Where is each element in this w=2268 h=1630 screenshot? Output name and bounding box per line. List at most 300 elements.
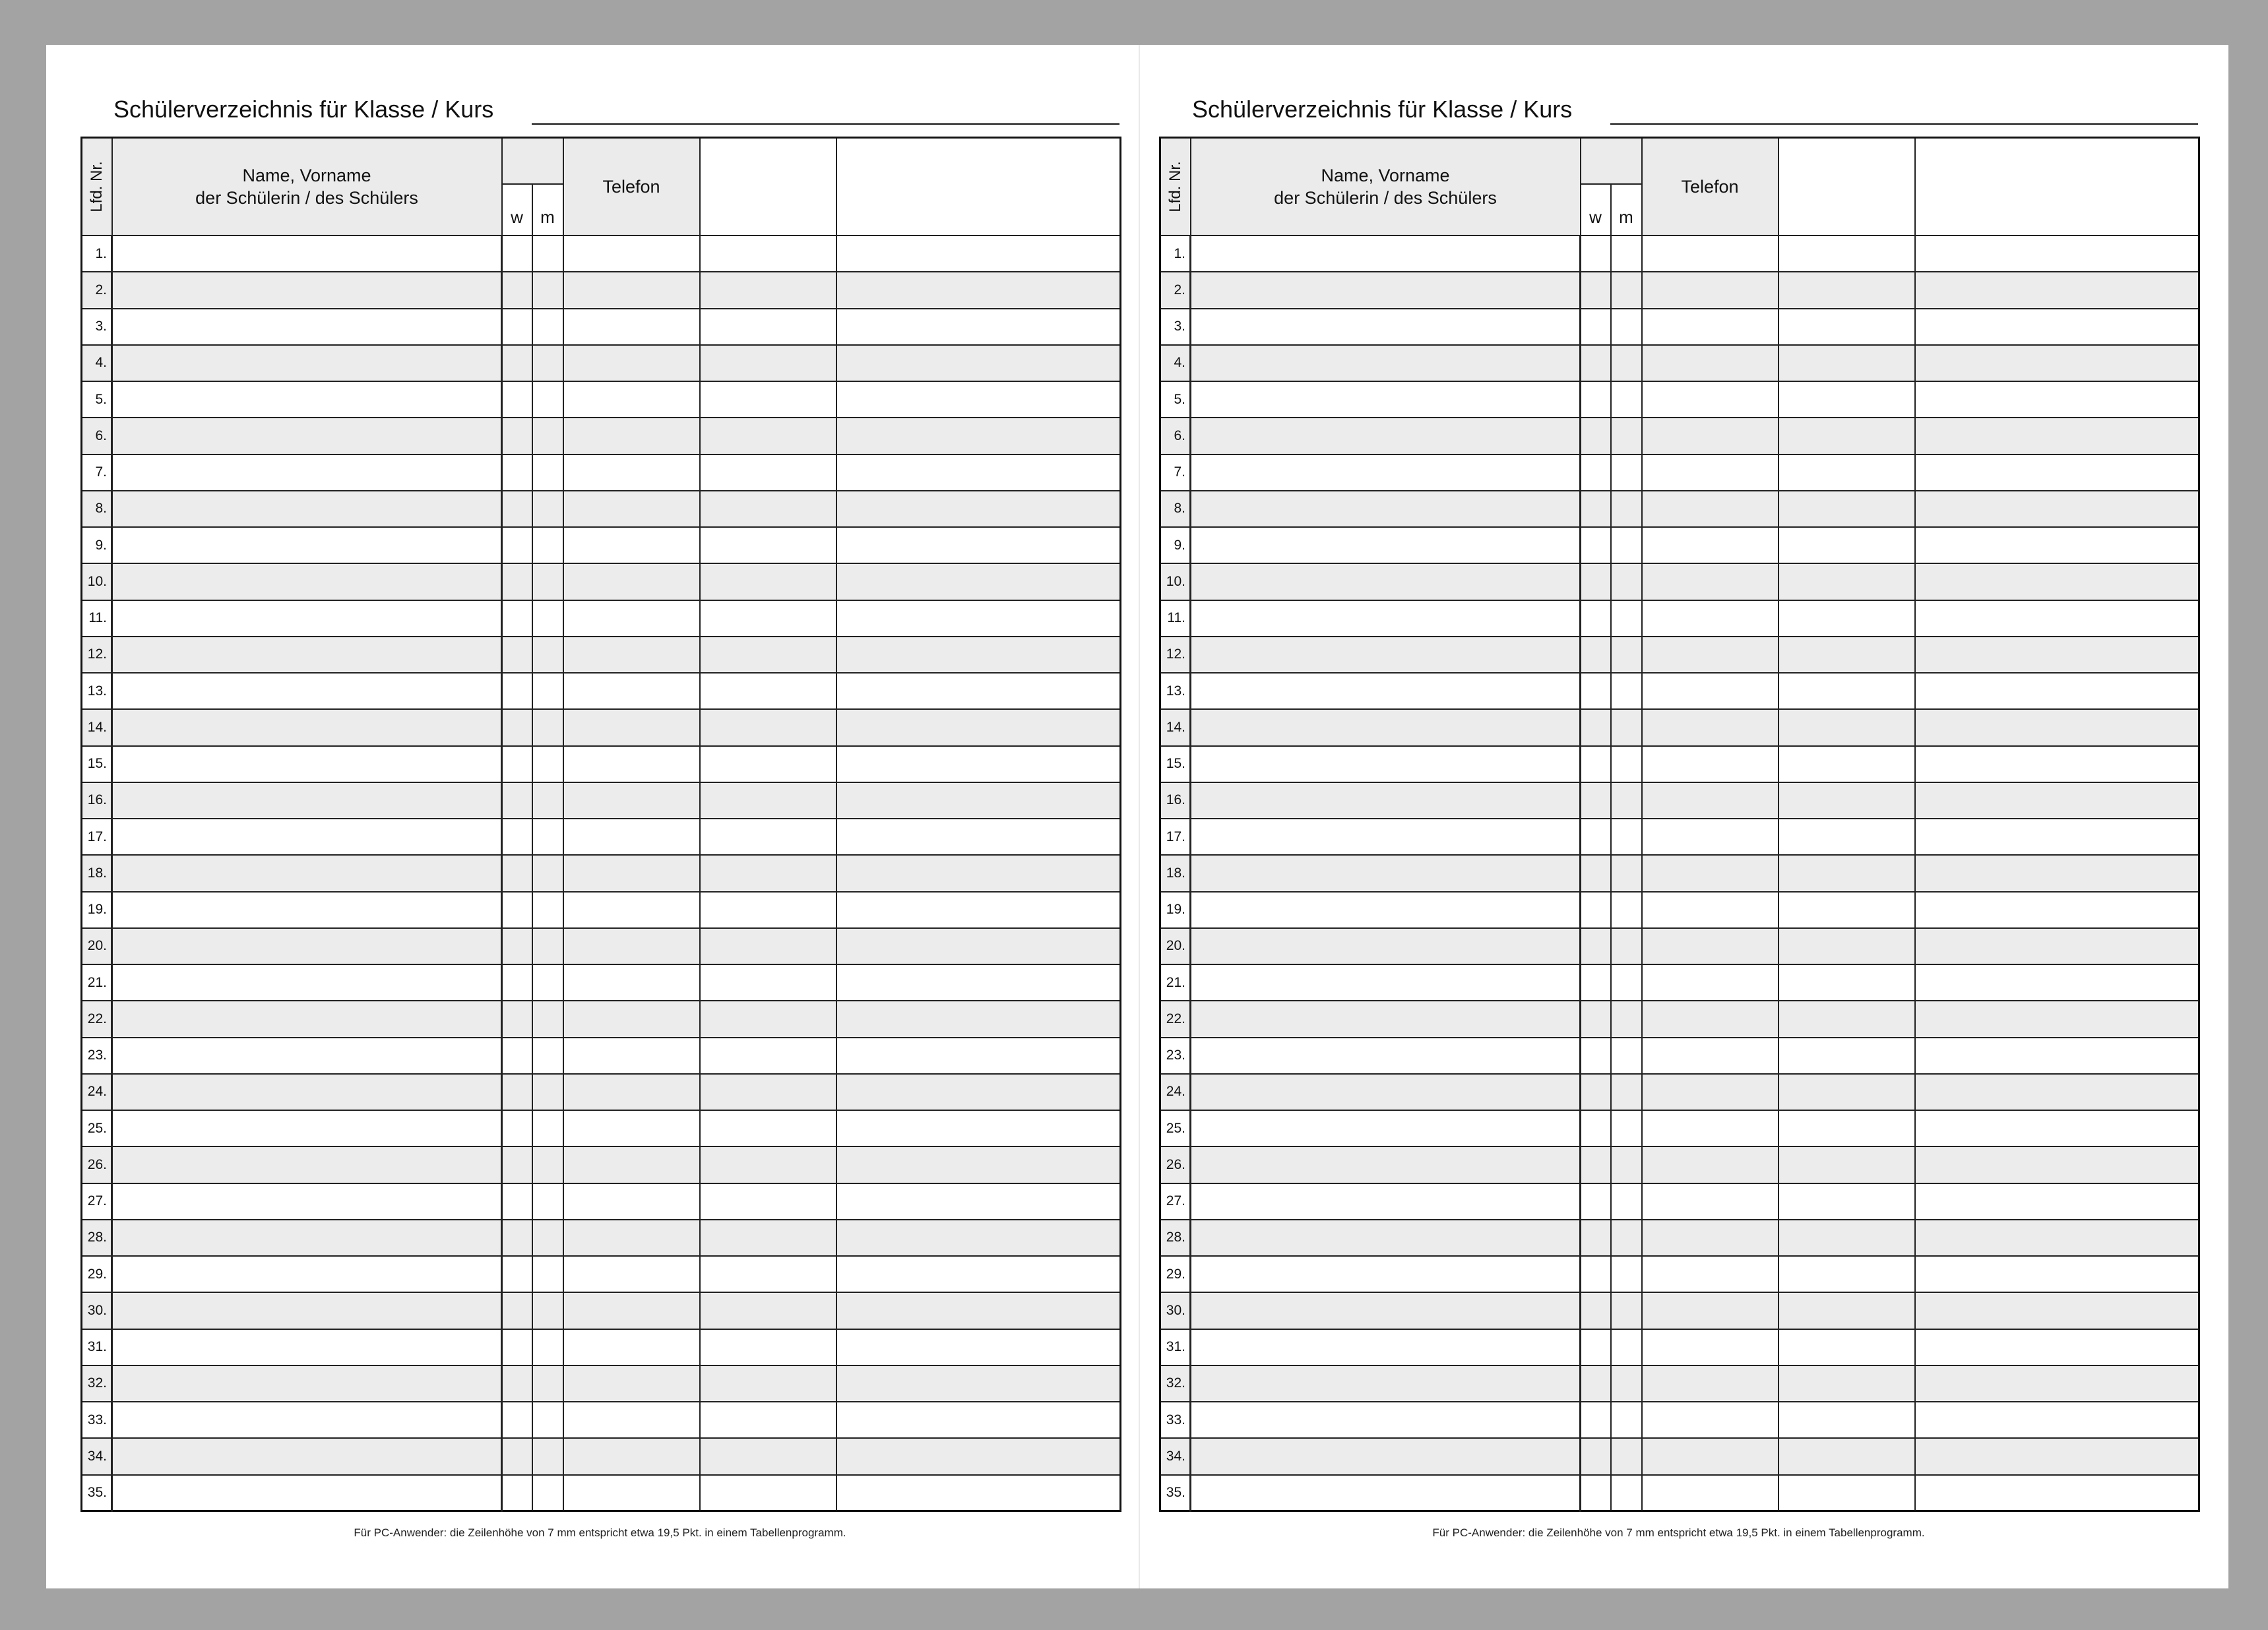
extra-2-cell <box>1915 491 2199 527</box>
table-row <box>1160 345 2199 381</box>
extra-2-cell <box>1915 1329 2199 1365</box>
row-number: 23. <box>1160 1038 1191 1074</box>
w-cell <box>502 746 532 782</box>
w-cell <box>502 418 532 454</box>
extra-2-cell <box>1915 272 2199 308</box>
row-number: 29. <box>1160 1256 1191 1292</box>
header-lfd-nr <box>82 138 112 236</box>
table-row <box>1160 673 2199 709</box>
table-row <box>82 1438 1121 1474</box>
table-row <box>1160 563 2199 600</box>
name-cell <box>1191 709 1581 745</box>
w-cell <box>502 1001 532 1037</box>
extra-1-cell <box>1779 1110 1915 1146</box>
m-cell <box>1611 600 1642 637</box>
telefon-cell <box>1642 964 1779 1001</box>
telefon-cell <box>1642 235 1779 272</box>
m-cell <box>532 1183 563 1220</box>
row-number: 1. <box>1160 235 1191 272</box>
name-cell <box>112 673 502 709</box>
row-number: 25. <box>1160 1110 1191 1146</box>
m-cell <box>1611 272 1642 308</box>
row-number: 34. <box>82 1438 112 1474</box>
table-row <box>1160 1110 2199 1146</box>
telefon-cell <box>563 855 700 891</box>
row-number: 20. <box>1160 928 1191 964</box>
name-cell <box>1191 1365 1581 1402</box>
row-number: 20. <box>82 928 112 964</box>
name-cell <box>112 418 502 454</box>
m-cell <box>1611 1220 1642 1256</box>
name-cell <box>112 381 502 418</box>
header-name-line1: Name, Vorname <box>1321 166 1450 185</box>
name-cell <box>112 892 502 928</box>
m-cell <box>1611 1001 1642 1037</box>
extra-2-cell <box>1915 892 2199 928</box>
extra-2-cell <box>1915 1402 2199 1438</box>
name-cell <box>112 235 502 272</box>
telefon-cell <box>563 1475 700 1511</box>
m-cell <box>532 1365 563 1402</box>
row-number: 18. <box>1160 855 1191 891</box>
table-row <box>1160 1292 2199 1329</box>
extra-2-cell <box>1915 637 2199 673</box>
table-row <box>82 1001 1121 1037</box>
extra-1-cell <box>700 1438 836 1474</box>
w-cell <box>1581 1001 1611 1037</box>
w-cell <box>502 272 532 308</box>
extra-1-cell <box>700 928 836 964</box>
extra-2-cell <box>836 782 1121 819</box>
w-cell <box>502 1365 532 1402</box>
name-cell <box>112 1183 502 1220</box>
m-cell <box>1611 1183 1642 1220</box>
extra-2-cell <box>1915 600 2199 637</box>
telefon-cell <box>563 1292 700 1329</box>
w-cell <box>1581 235 1611 272</box>
row-number: 21. <box>1160 964 1191 1001</box>
telefon-cell <box>563 1438 700 1474</box>
w-cell <box>1581 1183 1611 1220</box>
w-cell <box>1581 1292 1611 1329</box>
m-cell <box>1611 1110 1642 1146</box>
extra-1-cell <box>1779 782 1915 819</box>
row-number: 35. <box>1160 1475 1191 1511</box>
m-cell <box>532 345 563 381</box>
m-cell <box>1611 637 1642 673</box>
table-row <box>1160 709 2199 745</box>
table-row <box>82 1074 1121 1110</box>
extra-1-cell <box>700 1365 836 1402</box>
name-cell <box>1191 892 1581 928</box>
extra-1-cell <box>1779 964 1915 1001</box>
table-row <box>1160 527 2199 563</box>
m-cell <box>532 491 563 527</box>
telefon-cell <box>1642 455 1779 491</box>
telefon-cell <box>563 1001 700 1037</box>
table-row <box>1160 1220 2199 1256</box>
w-cell <box>502 491 532 527</box>
extra-2-cell <box>1915 928 2199 964</box>
row-number: 32. <box>82 1365 112 1402</box>
telefon-cell <box>1642 1146 1779 1183</box>
table-row <box>1160 600 2199 637</box>
table-row <box>1160 455 2199 491</box>
extra-1-cell <box>1779 381 1915 418</box>
table-row <box>1160 272 2199 308</box>
row-number: 28. <box>1160 1220 1191 1256</box>
telefon-cell <box>1642 1183 1779 1220</box>
row-number: 10. <box>1160 563 1191 600</box>
telefon-cell <box>563 600 700 637</box>
extra-1-cell <box>1779 600 1915 637</box>
row-number: 12. <box>1160 637 1191 673</box>
w-cell <box>1581 1220 1611 1256</box>
m-cell <box>1611 1256 1642 1292</box>
extra-1-cell <box>700 272 836 308</box>
telefon-cell <box>1642 1365 1779 1402</box>
table-row <box>1160 1475 2199 1511</box>
header-w: w <box>502 184 532 235</box>
extra-1-cell <box>1779 1256 1915 1292</box>
extra-2-cell <box>1915 782 2199 819</box>
extra-2-cell <box>1915 235 2199 272</box>
extra-1-cell <box>700 637 836 673</box>
m-cell <box>532 1329 563 1365</box>
w-cell <box>502 1074 532 1110</box>
m-cell <box>532 1038 563 1074</box>
extra-2-cell <box>836 563 1121 600</box>
extra-1-cell <box>700 345 836 381</box>
w-cell <box>502 782 532 819</box>
telefon-cell <box>563 1256 700 1292</box>
extra-2-cell <box>1915 345 2199 381</box>
telefon-cell <box>563 345 700 381</box>
extra-2-cell <box>1915 1438 2199 1474</box>
name-cell <box>112 1220 502 1256</box>
extra-2-cell <box>836 1110 1121 1146</box>
m-cell <box>1611 1365 1642 1402</box>
row-number: 24. <box>82 1074 112 1110</box>
m-cell <box>1611 1146 1642 1183</box>
telefon-cell <box>563 1038 700 1074</box>
row-number: 13. <box>1160 673 1191 709</box>
extra-1-cell <box>1779 345 1915 381</box>
extra-1-cell <box>1779 855 1915 891</box>
extra-1-cell <box>1779 1329 1915 1365</box>
table-row <box>82 491 1121 527</box>
extra-2-cell <box>836 527 1121 563</box>
w-cell <box>502 600 532 637</box>
extra-1-cell <box>1779 928 1915 964</box>
name-cell <box>112 637 502 673</box>
telefon-cell <box>1642 892 1779 928</box>
w-cell <box>502 1183 532 1220</box>
extra-2-cell <box>836 964 1121 1001</box>
telefon-cell <box>1642 381 1779 418</box>
telefon-cell <box>1642 782 1779 819</box>
m-cell <box>1611 1475 1642 1511</box>
table-row <box>1160 855 2199 891</box>
w-cell <box>502 455 532 491</box>
m-cell <box>532 673 563 709</box>
telefon-cell <box>563 272 700 308</box>
w-cell <box>1581 782 1611 819</box>
w-cell <box>502 1110 532 1146</box>
table-row <box>1160 637 2199 673</box>
table-row <box>1160 746 2199 782</box>
m-cell <box>532 1256 563 1292</box>
page-right <box>1159 45 2215 1588</box>
name-cell <box>112 1475 502 1511</box>
m-cell <box>1611 1074 1642 1110</box>
w-cell <box>502 235 532 272</box>
name-cell <box>1191 928 1581 964</box>
extra-2-cell <box>1915 709 2199 745</box>
row-number: 8. <box>82 491 112 527</box>
name-cell <box>112 1365 502 1402</box>
w-cell <box>1581 491 1611 527</box>
w-cell <box>1581 855 1611 891</box>
w-cell <box>502 928 532 964</box>
table-row <box>82 345 1121 381</box>
header-m: m <box>1611 184 1642 235</box>
telefon-cell <box>1642 1110 1779 1146</box>
row-number: 22. <box>82 1001 112 1037</box>
row-number: 7. <box>82 455 112 491</box>
m-cell <box>532 1146 563 1183</box>
extra-2-cell <box>836 600 1121 637</box>
extra-1-cell <box>1779 1475 1915 1511</box>
name-cell <box>1191 455 1581 491</box>
telefon-cell <box>1642 1220 1779 1256</box>
extra-1-cell <box>1779 1146 1915 1183</box>
table-row <box>82 928 1121 964</box>
extra-2-cell <box>1915 855 2199 891</box>
row-number: 6. <box>82 418 112 454</box>
telefon-cell <box>1642 673 1779 709</box>
extra-2-cell <box>836 1438 1121 1474</box>
name-cell <box>1191 1146 1581 1183</box>
m-cell <box>1611 563 1642 600</box>
telefon-cell <box>1642 637 1779 673</box>
table-row <box>1160 1038 2199 1074</box>
w-cell <box>502 1146 532 1183</box>
telefon-cell <box>1642 709 1779 745</box>
w-cell <box>1581 964 1611 1001</box>
extra-2-cell <box>1915 1292 2199 1329</box>
table-row <box>1160 491 2199 527</box>
telefon-cell <box>563 1329 700 1365</box>
telefon-cell <box>1642 1329 1779 1365</box>
m-cell <box>532 455 563 491</box>
name-cell <box>1191 1256 1581 1292</box>
w-cell <box>502 345 532 381</box>
m-cell <box>532 1402 563 1438</box>
table-row <box>82 819 1121 855</box>
m-cell <box>1611 746 1642 782</box>
w-cell <box>1581 1402 1611 1438</box>
extra-1-cell <box>1779 1402 1915 1438</box>
extra-2-cell <box>836 418 1121 454</box>
name-cell <box>112 1038 502 1074</box>
table-row <box>1160 1438 2199 1474</box>
row-number: 33. <box>1160 1402 1191 1438</box>
w-cell <box>502 709 532 745</box>
table-row <box>1160 1001 2199 1037</box>
table-row <box>1160 1365 2199 1402</box>
extra-2-cell <box>1915 563 2199 600</box>
name-cell <box>1191 381 1581 418</box>
m-cell <box>532 1074 563 1110</box>
name-cell <box>1191 600 1581 637</box>
name-cell <box>1191 964 1581 1001</box>
extra-1-cell <box>1779 1183 1915 1220</box>
row-number: 27. <box>1160 1183 1191 1220</box>
table-row <box>1160 819 2199 855</box>
extra-1-cell <box>700 819 836 855</box>
extra-1-cell <box>700 455 836 491</box>
telefon-cell <box>1642 1001 1779 1037</box>
extra-1-cell <box>700 709 836 745</box>
row-number: 19. <box>82 892 112 928</box>
w-cell <box>1581 309 1611 345</box>
name-cell <box>112 455 502 491</box>
student-roster-table <box>1159 137 2200 1512</box>
row-number: 14. <box>82 709 112 745</box>
telefon-cell <box>563 782 700 819</box>
row-number: 24. <box>1160 1074 1191 1110</box>
name-cell <box>1191 1292 1581 1329</box>
table-row <box>82 782 1121 819</box>
telefon-cell <box>1642 1475 1779 1511</box>
name-cell <box>112 272 502 308</box>
telefon-cell <box>1642 1256 1779 1292</box>
name-cell <box>1191 235 1581 272</box>
w-cell <box>1581 673 1611 709</box>
telefon-cell <box>1642 527 1779 563</box>
extra-1-cell <box>700 381 836 418</box>
table-row <box>82 1038 1121 1074</box>
name-cell <box>1191 819 1581 855</box>
row-number: 21. <box>82 964 112 1001</box>
m-cell <box>1611 235 1642 272</box>
name-cell <box>1191 1475 1581 1511</box>
extra-2-cell <box>836 709 1121 745</box>
header-extra-1 <box>700 138 836 236</box>
name-cell <box>1191 491 1581 527</box>
extra-2-cell <box>836 1256 1121 1292</box>
name-cell <box>1191 1001 1581 1037</box>
name-cell <box>112 1256 502 1292</box>
telefon-cell <box>563 418 700 454</box>
m-cell <box>1611 855 1642 891</box>
extra-2-cell <box>836 928 1121 964</box>
w-cell <box>502 309 532 345</box>
telefon-cell <box>1642 1438 1779 1474</box>
m-cell <box>1611 1038 1642 1074</box>
extra-2-cell <box>1915 819 2199 855</box>
row-number: 16. <box>1160 782 1191 819</box>
extra-2-cell <box>1915 1038 2199 1074</box>
m-cell <box>1611 1292 1642 1329</box>
extra-2-cell <box>1915 1475 2199 1511</box>
extra-1-cell <box>700 746 836 782</box>
extra-1-cell <box>1779 235 1915 272</box>
m-cell <box>1611 527 1642 563</box>
roster-body <box>1160 235 2199 1511</box>
m-cell <box>532 418 563 454</box>
row-number: 26. <box>1160 1146 1191 1183</box>
telefon-cell <box>563 235 700 272</box>
w-cell <box>502 855 532 891</box>
name-cell <box>112 1110 502 1146</box>
row-number: 31. <box>1160 1329 1191 1365</box>
extra-1-cell <box>700 1475 836 1511</box>
m-cell <box>532 819 563 855</box>
header-extra-2 <box>1915 138 2199 236</box>
m-cell <box>532 1292 563 1329</box>
name-cell <box>112 928 502 964</box>
telefon-cell <box>563 1074 700 1110</box>
title-row <box>80 94 1119 133</box>
w-cell <box>502 1292 532 1329</box>
extra-2-cell <box>836 1038 1121 1074</box>
extra-1-cell <box>1779 418 1915 454</box>
name-cell <box>112 1074 502 1110</box>
extra-2-cell <box>1915 746 2199 782</box>
telefon-cell <box>1642 600 1779 637</box>
extra-2-cell <box>836 673 1121 709</box>
m-cell <box>532 527 563 563</box>
extra-1-cell <box>1779 309 1915 345</box>
m-cell <box>532 1110 563 1146</box>
header-name-line1: Name, Vorname <box>242 166 371 185</box>
w-cell <box>502 1438 532 1474</box>
table-row <box>1160 381 2199 418</box>
row-number: 33. <box>82 1402 112 1438</box>
page-title: Schülerverzeichnis für Klasse / Kurs <box>1192 96 1573 123</box>
w-cell <box>502 381 532 418</box>
table-row <box>1160 418 2199 454</box>
extra-2-cell <box>836 1001 1121 1037</box>
m-cell <box>1611 782 1642 819</box>
m-cell <box>532 235 563 272</box>
telefon-cell <box>563 1220 700 1256</box>
table-row <box>82 309 1121 345</box>
w-cell <box>502 563 532 600</box>
table-row <box>82 1220 1121 1256</box>
extra-1-cell <box>1779 709 1915 745</box>
table-row <box>82 892 1121 928</box>
row-number: 30. <box>1160 1292 1191 1329</box>
w-cell <box>502 1402 532 1438</box>
table-row <box>82 1329 1121 1365</box>
name-cell <box>112 1402 502 1438</box>
table-row <box>82 709 1121 745</box>
row-number: 7. <box>1160 455 1191 491</box>
name-cell <box>112 782 502 819</box>
telefon-cell <box>563 819 700 855</box>
extra-2-cell <box>836 272 1121 308</box>
table-row <box>82 637 1121 673</box>
telefon-cell <box>1642 1292 1779 1329</box>
extra-2-cell <box>836 1074 1121 1110</box>
row-number: 5. <box>82 381 112 418</box>
extra-1-cell <box>700 1292 836 1329</box>
extra-2-cell <box>836 819 1121 855</box>
extra-1-cell <box>700 1110 836 1146</box>
